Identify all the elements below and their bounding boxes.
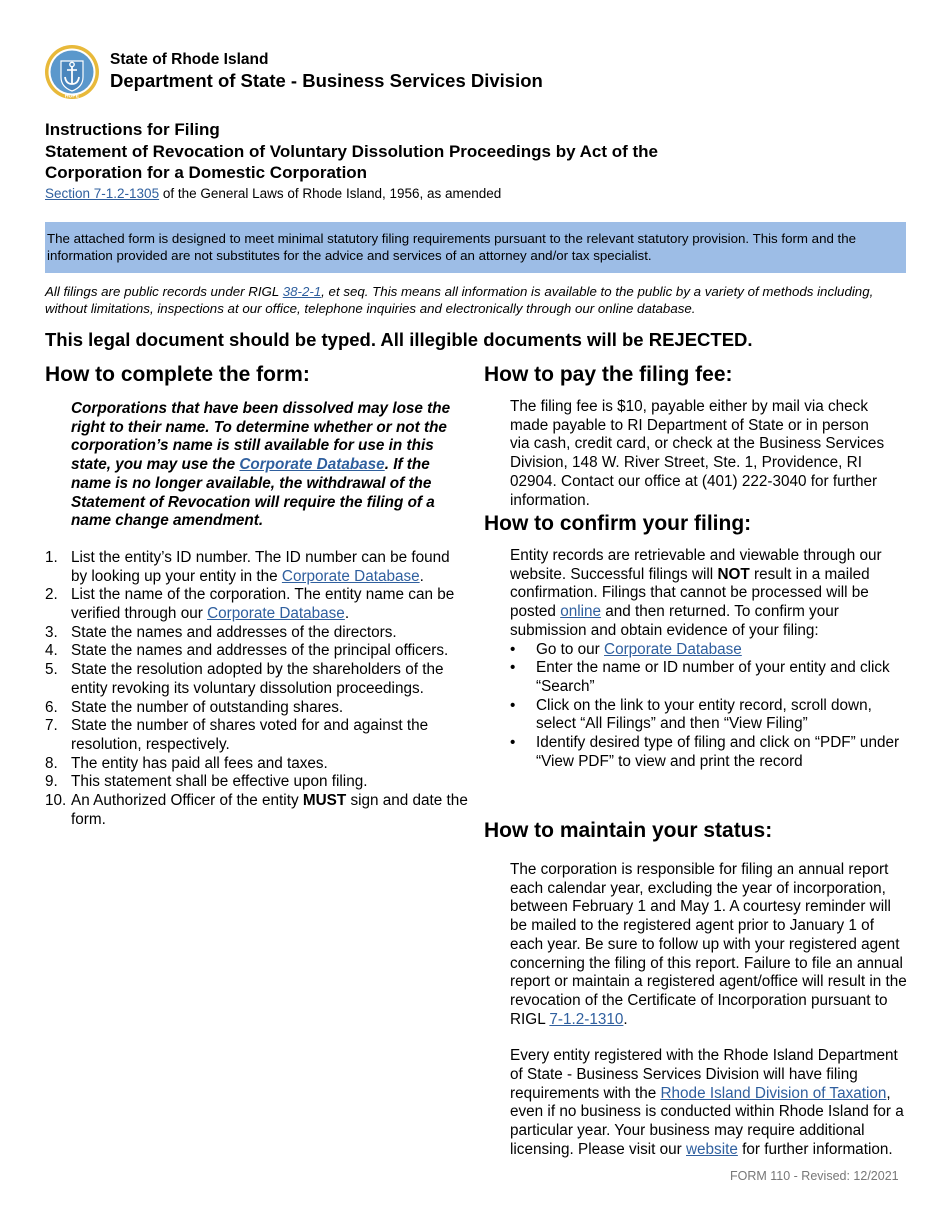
step-text: An Authorized Officer of the entity [71,792,303,810]
title-line-3: Corporation for a Domestic Corporation [45,163,368,182]
step-number: 6. [45,698,58,716]
document-titles [45,119,915,203]
list-item [45,699,470,718]
list-item [45,792,470,829]
bullet-text: Enter the name or ID number of your entity and click “Search” [536,659,890,695]
maintain-status-heading: How to maintain your status: [484,819,773,842]
list-item [510,659,914,696]
section-link[interactable]: Section 7-1.2-1305 [45,185,160,201]
step-number: 10. [45,792,67,810]
step-text: . [344,605,350,623]
annual-report-text: The corporation is responsible for filing an annual report each calendar year, excluding the year of incorporation, between February 1 and May 1. A courtesy reminder will be mailed to the registered agent prior to January 1 of each year. Be sure to follow up with your registered agent concerning the filing of this report. Failure to file an annual report or maintain a registered agent/office will result in the revocation of the Certificate of Incorporation pursuant to RIGL [510,861,907,1028]
instruction-steps [45,549,470,830]
statute-reference [45,185,915,203]
step-number: 9. [45,773,58,791]
department-name: Department of State - Business Services Division [110,70,543,91]
list-item [45,661,470,698]
confirm-filing-section [484,511,914,771]
step-text: List the name of the corporation. The entity name can be verified through our [71,586,455,623]
list-item [45,549,470,586]
list-item [510,697,914,734]
annual-report-paragraph [510,861,910,1029]
step-text: State the number of shares voted for and against the resolution, respectively. [71,717,429,753]
confirm-filing-heading: How to confirm your filing: [484,512,752,535]
step-number: 1. [45,548,58,566]
list-item [45,717,470,754]
bullet-marker: • [510,640,516,658]
bullet-text: Click on the link to your entity record, scroll down, select “All Filings” and then “View Filing” [536,696,872,733]
filing-fee-text: The filing fee is $10, payable either by mail via check made payable to RI Department of State or in person via cash, credit card, or check at the Business Services Division, 148 W. River Street, Ste. 1, Providence, RI 02904. Contact our office at (401) 222-3040 for further information. [510,398,885,509]
list-item [45,624,470,643]
page-header [110,51,543,93]
state-name: State of Rhode Island [110,51,269,68]
statute-text: of the General Laws of Rhode Island, 1956, as amended [159,185,502,201]
taxation-text-a: Every entity registered with the Rhode Island Department of State - Business Services Division will have filing requirements with the [510,1047,898,1102]
list-item [510,734,914,771]
step-text: State the number of outstanding shares. [71,698,344,716]
state-seal-logo [44,44,100,100]
corporate-database-link[interactable]: Corporate Database [207,605,345,623]
step-text: State the resolution adopted by the shareholders of the entity revoking its voluntary dissolution proceedings. [71,661,444,697]
corporate-database-link[interactable]: Corporate Database [239,456,385,474]
online-link[interactable]: online [560,603,602,621]
step-text: . [419,567,424,585]
step-number: 7. [45,717,58,735]
confirm-filing-text [510,547,905,641]
confirm-emphasis: NOT [717,565,750,583]
bullet-marker: • [510,659,516,677]
filing-fee-heading: How to pay the filing fee: [484,363,733,386]
warning-text-a: Corporations that have been dissolved may lose the right to their name. To determine whether or not the corporation’s name is still available for use in this state, you may use the [71,400,451,474]
step-text: State the names and addresses of the principal officers. [71,642,449,660]
taxation-text-c: for further information. [737,1140,893,1158]
bullet-text: Go to our [536,640,605,658]
public-records-note [45,284,915,317]
step-emphasis: MUST [302,792,347,810]
complete-form-heading: How to complete the form: [45,363,310,386]
list-item [45,642,470,661]
name-availability-warning [71,400,466,531]
confirm-steps [510,641,914,772]
corporate-database-link[interactable]: Corporate Database [604,640,742,658]
bullet-marker: • [510,696,516,714]
list-item [45,586,470,623]
bullet-marker: • [510,734,516,752]
step-number: 4. [45,642,58,660]
public-note-a: All filings are public records under RIGL [45,284,283,299]
step-number: 2. [45,586,58,604]
step-text: This statement shall be effective upon filing. [71,773,368,791]
confirm-text-c: and then returned. To confirm your submission and obtain evidence of your filing: [510,603,839,639]
svg-text:HOPE: HOPE [64,93,80,100]
step-text: sign and date the form. [71,792,468,828]
website-link[interactable]: website [686,1140,738,1158]
bullet-text: Identify desired type of filing and click on “PDF” under “View PDF” to view and print the record [536,734,900,770]
confirm-text-b: result in a mailed confirmation. Filings that cannot be processed will be posted [510,565,870,621]
list-item [45,773,470,792]
disclaimer-notice: The attached form is designed to meet minimal statutory filing requirements pursuant to the relevant statutory provision. This form and the information provided are not substitutes for the advice and services of an attorney and/or tax specialist. [45,222,906,273]
title-line-2: Statement of Revocation of Voluntary Dissolution Proceedings by Act of the [45,141,659,161]
corporate-database-link[interactable]: Corporate Database [281,567,420,585]
step-text: State the names and addresses of the directors. [71,623,397,641]
warning-text-b: . If the name is no longer available, the withdrawal of the Statement of Revocation will require the filing of a name change amendment. [71,456,435,530]
rigl-7-1-2-1310-link[interactable]: 7-1.2-1310 [549,1010,624,1028]
maintain-status-section [484,818,914,1160]
filing-fee-section [484,362,914,510]
confirm-text-a: Entity records are retrievable and viewable through our website. Successful filings will [510,547,882,583]
annual-report-end: . [623,1010,628,1028]
list-item [510,641,914,660]
public-note-b: , et seq. This means all information is available to the public by a variety of methods including, without limitations, inspections at our office, telephone inquiries and electronically through our online database. [45,284,874,316]
rigl-38-2-1-link[interactable]: 38-2-1 [282,284,322,299]
step-number: 5. [45,661,58,679]
taxation-text-b: , even if no business is conducted within Rhode Island for a particular year. Your business may require additional licensing. Please visit our [510,1084,904,1158]
step-text: The entity has paid all fees and taxes. [71,754,328,772]
complete-form-section [45,362,470,829]
step-number: 3. [45,623,58,641]
division-of-taxation-link[interactable]: Rhode Island Division of Taxation [660,1084,887,1102]
typed-warning: This legal document should be typed. All illegible documents will be REJECTED. [45,329,753,350]
list-item [45,755,470,774]
form-revision-footer: FORM 110 - Revised: 12/2021 [730,1169,899,1183]
step-number: 8. [45,754,58,772]
title-line-1: Instructions for Filing [45,120,220,139]
taxation-paragraph [510,1047,910,1159]
step-text: List the entity’s ID number. The ID number can be found by looking up your entity in the [71,548,450,585]
